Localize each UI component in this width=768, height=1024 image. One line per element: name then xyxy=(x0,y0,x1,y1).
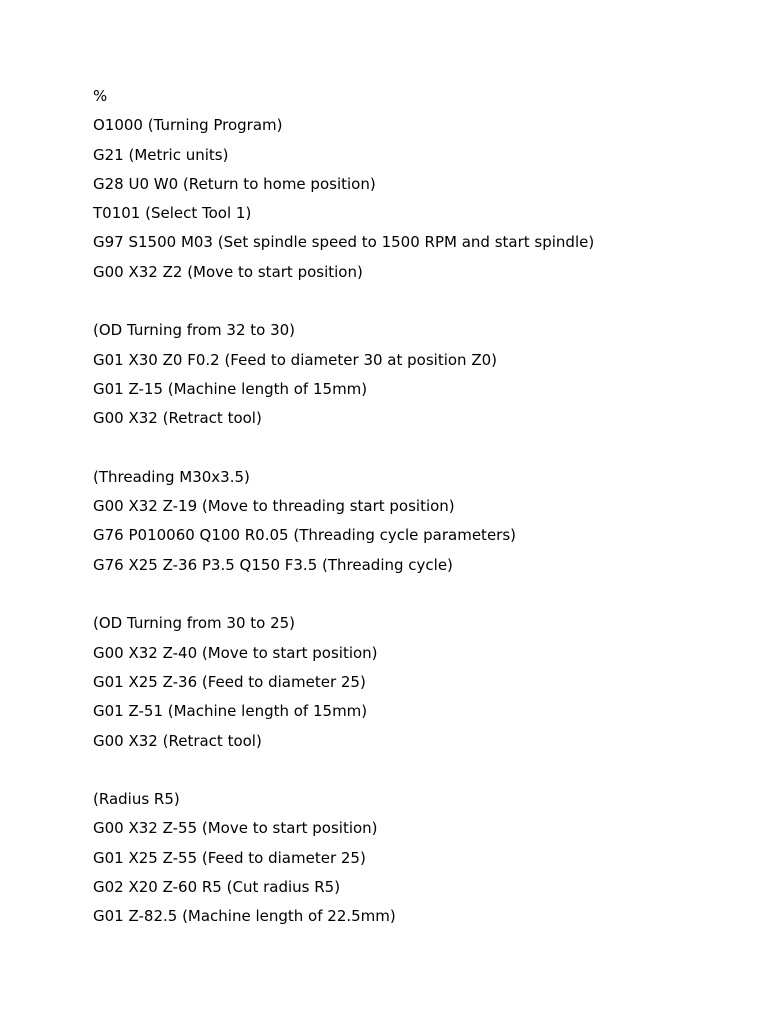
program-line: G76 X25 Z-36 P3.5 Q150 F3.5 (Threading cycle) xyxy=(93,555,453,574)
program-line: G28 U0 W0 (Return to home position) xyxy=(93,174,376,193)
section-comment: (Radius R5) xyxy=(93,790,180,809)
blank-line xyxy=(93,584,594,613)
section-comment: (Threading M30x3.5) xyxy=(93,467,250,486)
program-line: G01 X25 Z-36 (Feed to diameter 25) xyxy=(93,672,366,691)
program-line: G01 Z-15 (Machine length of 15mm) xyxy=(93,379,368,398)
program-line: G00 X32 Z-55 (Move to start position) xyxy=(93,819,378,838)
program-line: G76 P010060 Q100 R0.05 (Threading cycle parameters) xyxy=(93,526,517,545)
program-line: G01 Z-82.5 (Machine length of 22.5mm) xyxy=(93,907,396,926)
program-line: G00 X32 Z-19 (Move to threading start position) xyxy=(93,497,455,516)
blank-line xyxy=(93,760,594,789)
program-line: T0101 (Select Tool 1) xyxy=(93,204,252,223)
section-comment: (OD Turning from 30 to 25) xyxy=(93,614,296,633)
blank-line xyxy=(93,291,594,320)
program-line: % xyxy=(93,87,108,105)
program-line: G02 X20 Z-60 R5 (Cut radius R5) xyxy=(93,878,341,897)
program-line: G97 S1500 M03 (Set spindle speed to 1500 RPM and start spindle) xyxy=(93,233,595,252)
program-line: G00 X32 (Retract tool) xyxy=(93,731,262,750)
blank-line xyxy=(93,438,594,467)
program-line: G21 (Metric units) xyxy=(93,145,229,164)
program-line: G00 X32 Z-40 (Move to start position) xyxy=(93,643,378,662)
program-line: G01 X25 Z-55 (Feed to diameter 25) xyxy=(93,848,366,867)
program-line: G00 X32 Z2 (Move to start position) xyxy=(93,262,363,281)
cnc-program-text xyxy=(93,86,594,936)
program-line: G01 X30 Z0 F0.2 (Feed to diameter 30 at position Z0) xyxy=(93,350,497,369)
section-comment: (OD Turning from 32 to 30) xyxy=(93,321,296,340)
program-line: G01 Z-51 (Machine length of 15mm) xyxy=(93,702,368,721)
program-line: G00 X32 (Retract tool) xyxy=(93,409,262,428)
program-line: O1000 (Turning Program) xyxy=(93,116,283,135)
